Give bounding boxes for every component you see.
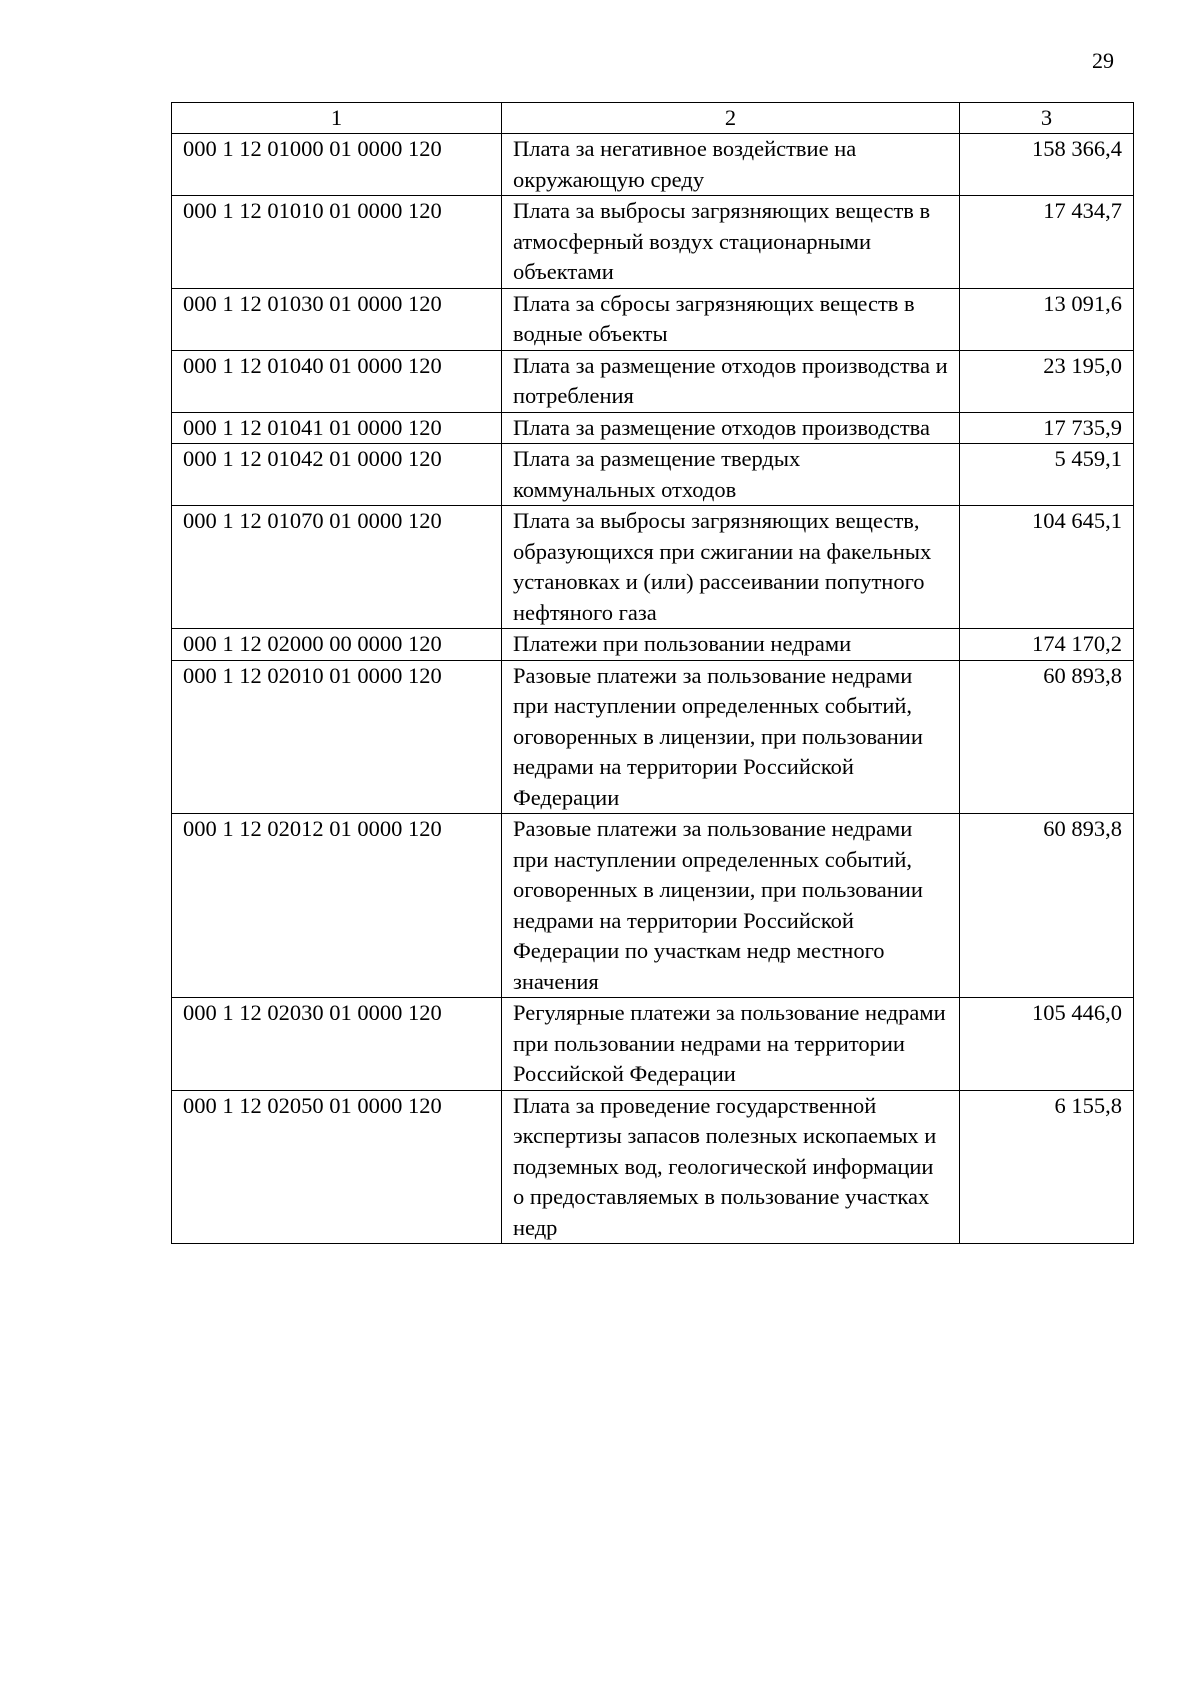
revenue-name: Плата за размещение отходов производства xyxy=(502,412,960,444)
amount-value: 104 645,1 xyxy=(960,506,1134,629)
table-row xyxy=(172,998,1134,1091)
amount-value: 174 170,2 xyxy=(960,629,1134,661)
table-row xyxy=(172,506,1134,629)
revenue-name: Плата за проведение государственной экспертизы запасов полезных ископаемых и подземных вод, геологической информации о предоставляемых в пользование участках недр xyxy=(502,1090,960,1244)
table-row xyxy=(172,350,1134,412)
table-row xyxy=(172,660,1134,814)
column-header-name: 2 xyxy=(502,103,960,134)
classification-code: 000 1 12 01042 01 0000 120 xyxy=(172,444,502,506)
table-row xyxy=(172,1090,1134,1244)
classification-code: 000 1 12 01010 01 0000 120 xyxy=(172,196,502,289)
header-row xyxy=(172,103,1134,134)
amount-value: 158 366,4 xyxy=(960,134,1134,196)
amount-value: 23 195,0 xyxy=(960,350,1134,412)
revenue-name: Плата за негативное воздействие на окружающую среду xyxy=(502,134,960,196)
classification-code: 000 1 12 01041 01 0000 120 xyxy=(172,412,502,444)
table-row xyxy=(172,629,1134,661)
column-header-amount: 3 xyxy=(960,103,1134,134)
classification-code: 000 1 12 01000 01 0000 120 xyxy=(172,134,502,196)
amount-value: 13 091,6 xyxy=(960,288,1134,350)
amount-value: 105 446,0 xyxy=(960,998,1134,1091)
classification-code: 000 1 12 02050 01 0000 120 xyxy=(172,1090,502,1244)
classification-code: 000 1 12 02010 01 0000 120 xyxy=(172,660,502,814)
table-row xyxy=(172,814,1134,998)
classification-code: 000 1 12 02000 00 0000 120 xyxy=(172,629,502,661)
classification-code: 000 1 12 01030 01 0000 120 xyxy=(172,288,502,350)
classification-code: 000 1 12 01040 01 0000 120 xyxy=(172,350,502,412)
classification-code: 000 1 12 02012 01 0000 120 xyxy=(172,814,502,998)
revenue-name: Разовые платежи за пользование недрами при наступлении определенных событий, оговоренных в лицензии, при пользовании недрами на территории Российской Федерации xyxy=(502,660,960,814)
amount-value: 60 893,8 xyxy=(960,660,1134,814)
table-row xyxy=(172,288,1134,350)
revenue-name: Платежи при пользовании недрами xyxy=(502,629,960,661)
page-number: 29 xyxy=(1092,48,1114,73)
revenue-name: Плата за выбросы загрязняющих веществ, образующихся при сжигании на факельных установках и (или) рассеивании попутного нефтяного газа xyxy=(502,506,960,629)
revenue-name: Плата за размещение твердых коммунальных отходов xyxy=(502,444,960,506)
amount-value: 17 735,9 xyxy=(960,412,1134,444)
table-row xyxy=(172,134,1134,196)
table-body xyxy=(172,134,1134,1244)
revenue-name: Разовые платежи за пользование недрами при наступлении определенных событий, оговоренных в лицензии, при пользовании недрами на территории Российской Федерации по участкам недр местного значения xyxy=(502,814,960,998)
revenue-name: Плата за размещение отходов производства и потребления xyxy=(502,350,960,412)
table-row xyxy=(172,196,1134,289)
budget-revenue-table xyxy=(171,102,1134,1244)
classification-code: 000 1 12 01070 01 0000 120 xyxy=(172,506,502,629)
amount-value: 17 434,7 xyxy=(960,196,1134,289)
revenue-name: Регулярные платежи за пользование недрами при пользовании недрами на территории Российской Федерации xyxy=(502,998,960,1091)
classification-code: 000 1 12 02030 01 0000 120 xyxy=(172,998,502,1091)
amount-value: 5 459,1 xyxy=(960,444,1134,506)
amount-value: 60 893,8 xyxy=(960,814,1134,998)
table-header xyxy=(172,103,1134,134)
revenue-name: Плата за выбросы загрязняющих веществ в атмосферный воздух стационарными объектами xyxy=(502,196,960,289)
column-header-code: 1 xyxy=(172,103,502,134)
table-row xyxy=(172,444,1134,506)
revenue-name: Плата за сбросы загрязняющих веществ в водные объекты xyxy=(502,288,960,350)
table-row xyxy=(172,412,1134,444)
amount-value: 6 155,8 xyxy=(960,1090,1134,1244)
